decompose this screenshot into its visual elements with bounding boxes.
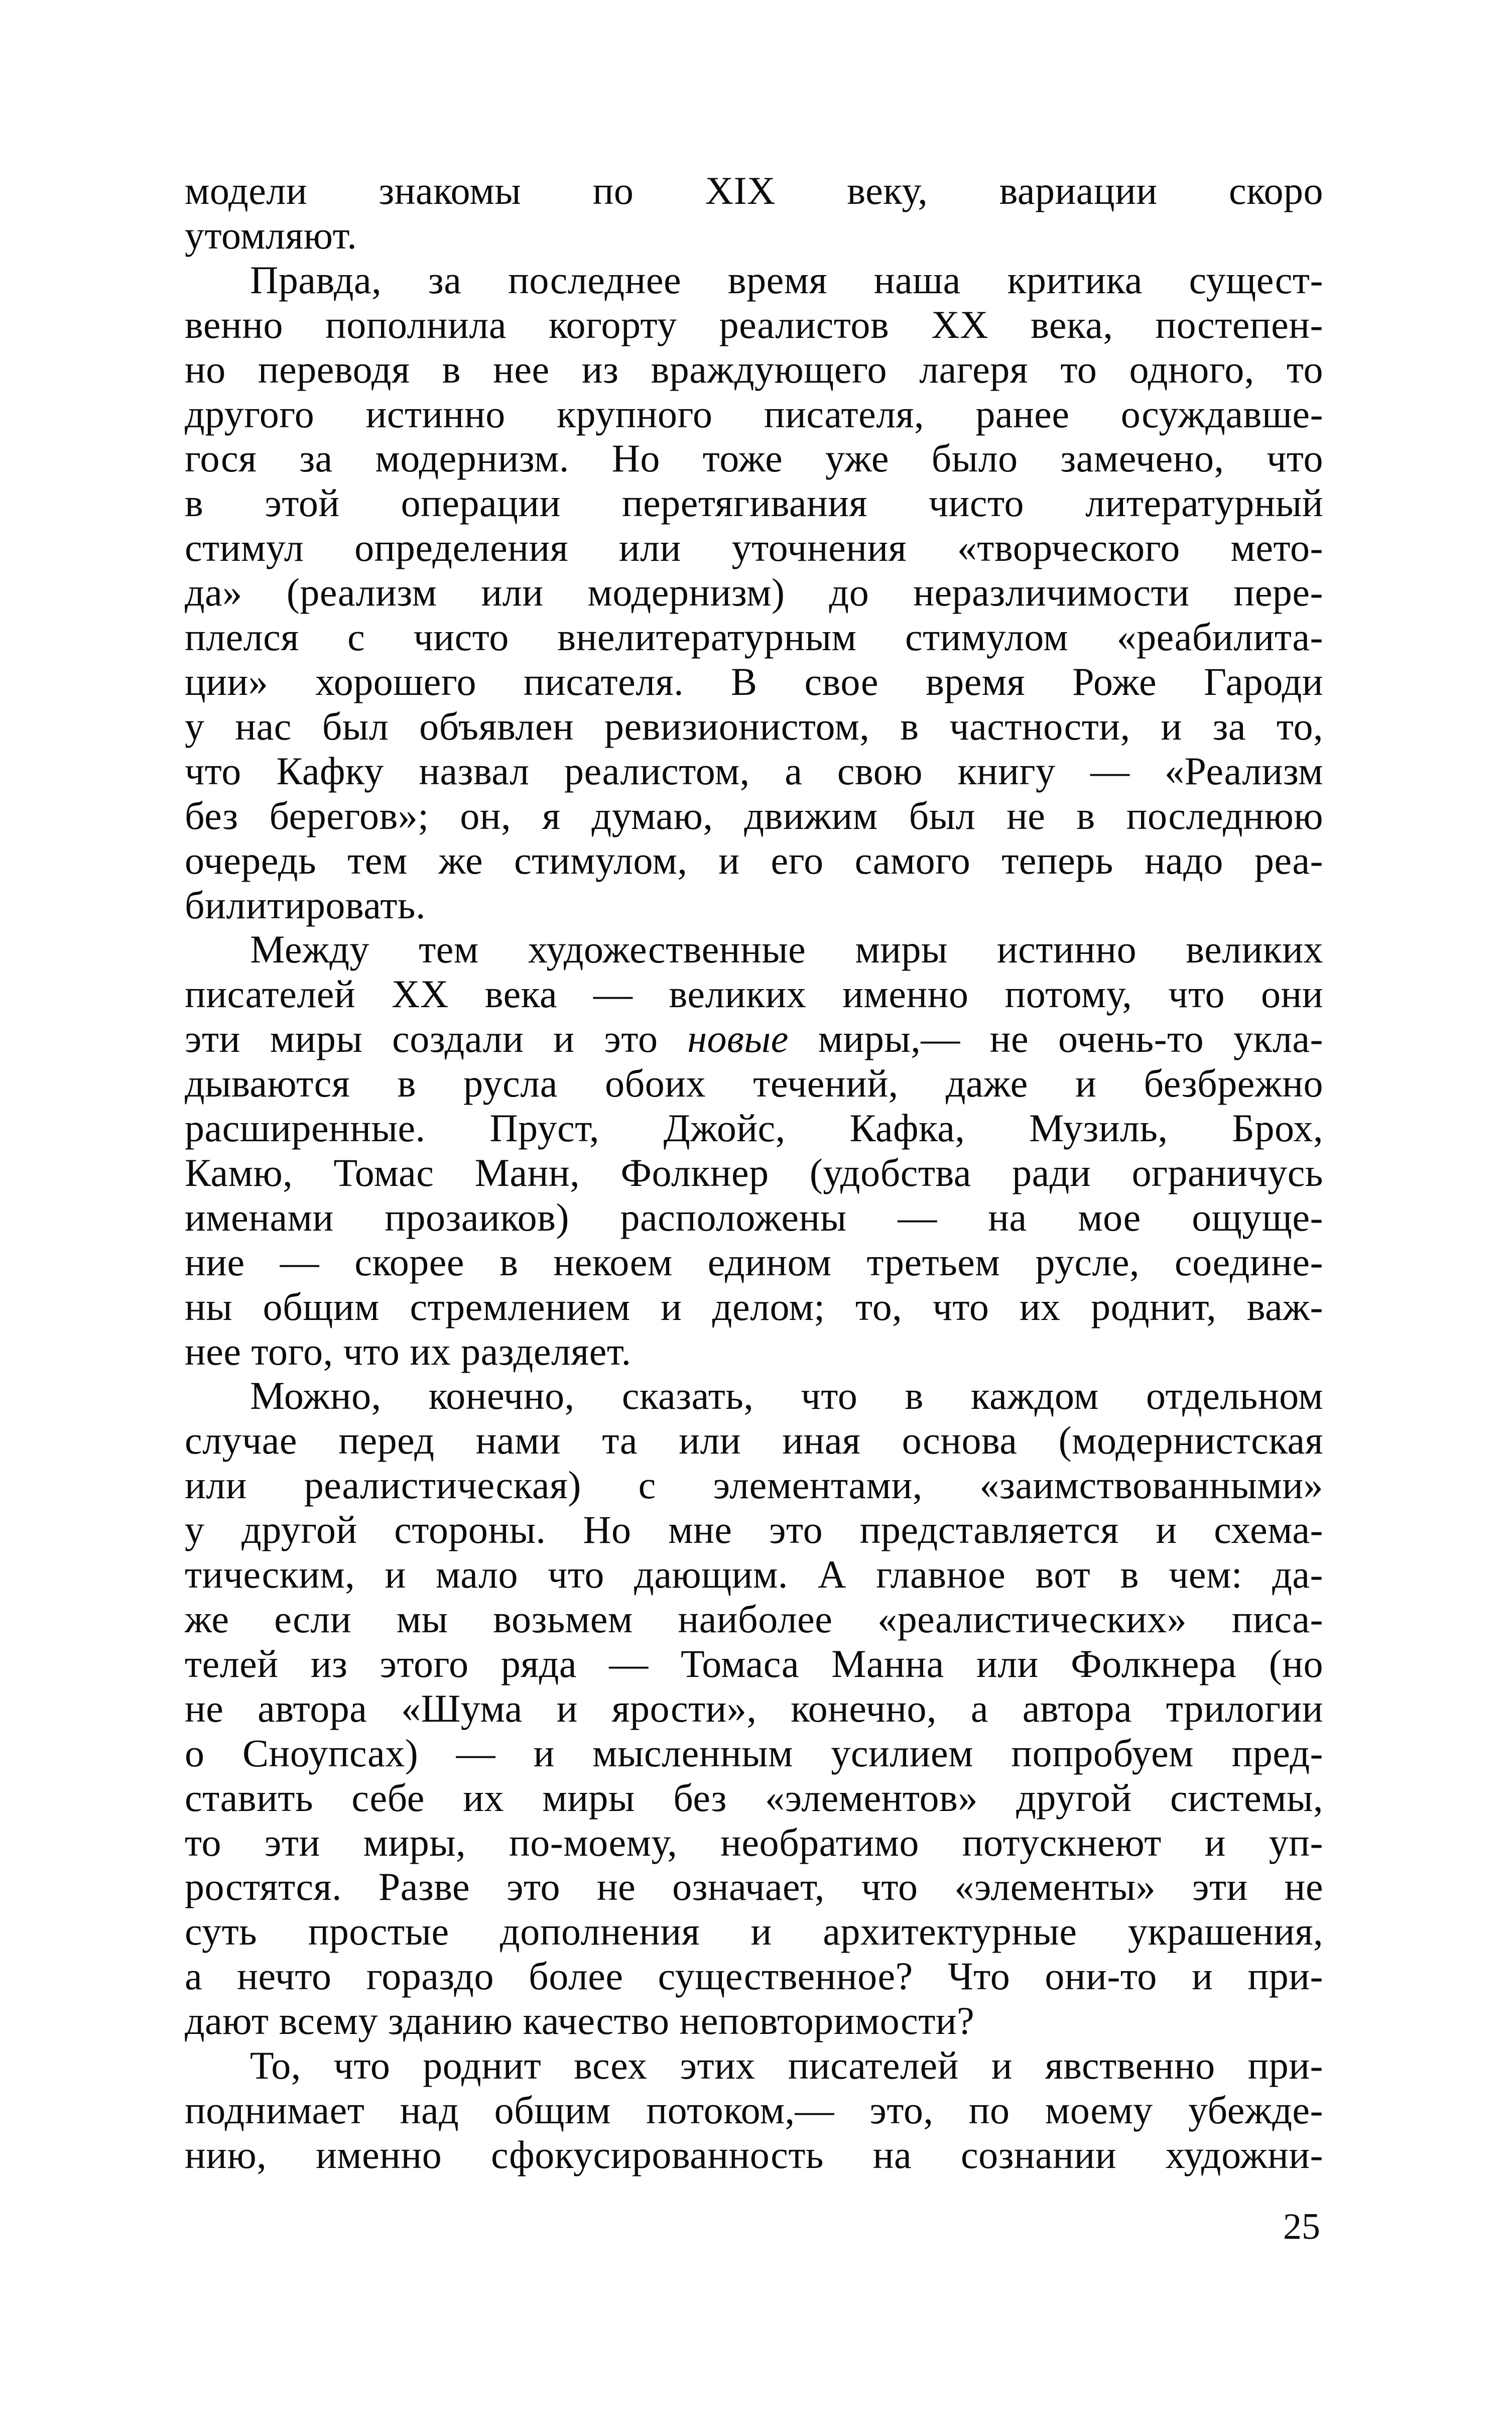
page-text <box>185 169 1323 2178</box>
text-line: поднимает над общим потоком,— это, по моему убежде- <box>185 2088 1323 2132</box>
text-line: то эти миры, по-моему, необратимо потускнеют и уп- <box>185 1820 1323 1864</box>
text-line: нее того, что их разделяет. <box>185 1329 632 1373</box>
text-line: о Сноупсах) — и мысленным усилием попробуем пред- <box>185 1731 1323 1775</box>
text-line: без берегов»; он, я думаю, движим был не в последнюю <box>185 793 1323 837</box>
page-number: 25 <box>1283 2206 1320 2247</box>
paragraph <box>185 1374 1323 2043</box>
text-line: ции» хорошего писателя. В свое время Роже Гароди <box>185 659 1323 703</box>
text-line: тическим, и мало что дающим. А главное вот в чем: да- <box>185 1552 1323 1597</box>
paragraph <box>185 927 1323 1374</box>
text-line: расширенные. Пруст, Джойс, Кафка, Музиль, Брох, <box>185 1106 1323 1150</box>
text-line: Можно, конечно, сказать, что в каждом отдельном <box>250 1374 1323 1418</box>
text-line: суть простые дополнения и архитектурные украшения, <box>185 1909 1323 1954</box>
text-line: билитировать. <box>185 883 426 927</box>
text-line: другого истинно крупного писателя, ранее осуждавше- <box>185 392 1323 436</box>
text-line: а нечто гораздо более существенное? Что они-то и при- <box>185 1954 1323 1998</box>
text-line: случае перед нами та или иная основа (модернистская <box>185 1418 1323 1463</box>
text-line: Камю, Томас Манн, Фолкнер (удобства ради ограничусь <box>185 1150 1323 1194</box>
text-line: но переводя в нее из враждующего лагеря то одного, то <box>185 347 1323 391</box>
text-line: у нас был объявлен ревизионистом, в частности, и за то, <box>185 704 1323 748</box>
text-line: дают всему зданию качество неповторимости? <box>185 1999 975 2043</box>
text-line <box>185 1017 1323 1061</box>
text-line: телей из этого ряда — Томаса Манна или Фолкнера (но <box>185 1641 1323 1685</box>
text-line: Правда, за последнее время наша критика сущест- <box>250 258 1323 302</box>
text-line: ростятся. Разве это не означает, что «элементы» эти не <box>185 1865 1323 1909</box>
text-line: у другой стороны. Но мне это представляется и схема- <box>185 1508 1323 1552</box>
text-line: писателей XX века — великих именно потому, что они <box>185 972 1323 1016</box>
text-line: То, что роднит всех этих писателей и явственно при- <box>250 2043 1323 2088</box>
text-line: не автора «Шума и ярости», конечно, а автора трилогии <box>185 1686 1323 1730</box>
text-line: стимул определения или уточнения «творческого мето- <box>185 526 1323 570</box>
text-line: венно пополнила когорту реалистов XX века, постепен- <box>185 302 1323 346</box>
text-line: да» (реализм или модернизм) до неразличимости пере- <box>185 570 1323 615</box>
text-line: же если мы возьмем наиболее «реалистических» писа- <box>185 1597 1323 1641</box>
text-line: ны общим стремлением и делом; то, что их роднит, важ- <box>185 1284 1323 1329</box>
paragraph <box>185 2043 1323 2178</box>
text-line: плелся с чисто внелитературным стимулом «реабилита- <box>185 615 1323 659</box>
text-line: именами прозаиков) расположены — на мое ощуще- <box>185 1195 1323 1239</box>
text-line: дываются в русла обоих течений, даже и безбрежно <box>185 1061 1323 1106</box>
text-line: гося за модернизм. Но тоже уже было замечено, что <box>185 436 1323 480</box>
paragraph <box>185 169 1323 258</box>
text-line: утомляют. <box>185 213 357 257</box>
paragraph <box>185 258 1323 928</box>
text-line: ние — скорее в некоем едином третьем русле, соедине- <box>185 1240 1323 1284</box>
text-segment: эти миры создали и это <box>185 1017 688 1061</box>
text-line: модели знакомы по XIX веку, вариации скоро <box>185 169 1323 212</box>
text-line: Между тем художественные миры истинно великих <box>250 927 1323 972</box>
text-line: или реалистическая) с элементами, «заимствованными» <box>185 1463 1323 1507</box>
text-line: нию, именно сфокусированность на сознании художни- <box>185 2132 1323 2177</box>
italic-word: новые <box>687 1017 789 1061</box>
text-line: очередь тем же стимулом, и его самого теперь надо реа- <box>185 838 1323 882</box>
text-line: ставить себе их миры без «элементов» другой системы, <box>185 1775 1323 1820</box>
text-line: в этой операции перетягивания чисто литературный <box>185 481 1323 525</box>
text-line: что Кафку назвал реалистом, а свою книгу — «Реализм <box>185 749 1323 793</box>
text-segment: миры,— не очень-то укла- <box>788 1017 1323 1061</box>
